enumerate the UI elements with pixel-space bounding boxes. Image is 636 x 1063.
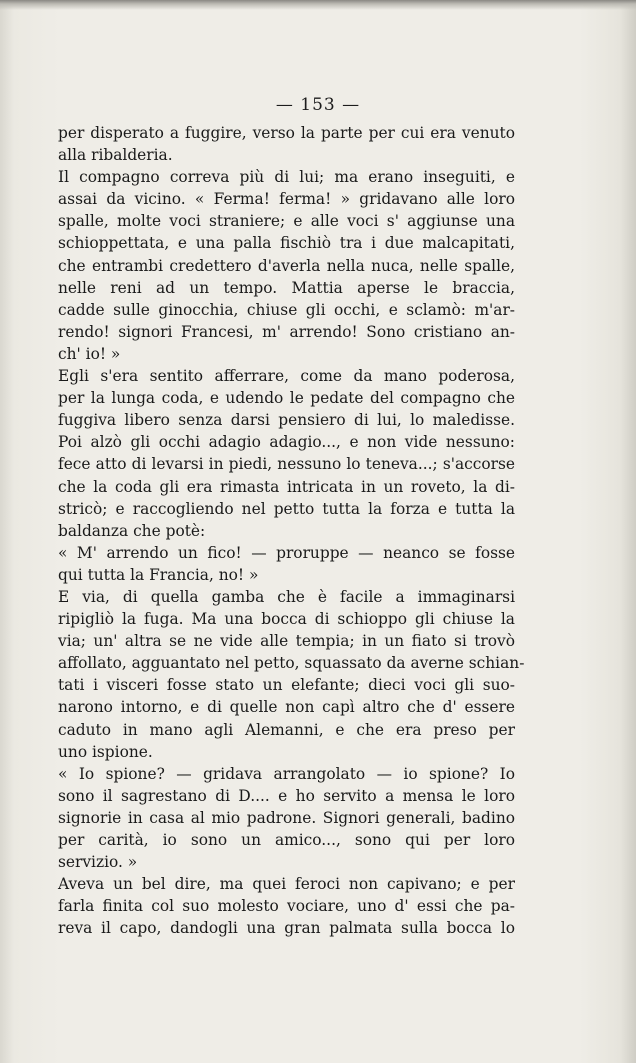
text-line: per disperato a fuggire, verso la parte per cui era venuto (58, 124, 515, 142)
text-line: tati i visceri fosse stato un elefante; dieci voci gli suo- (58, 676, 515, 695)
text-line: che entrambi credettero d'averla nella nuca, nelle spalle, (58, 256, 515, 275)
text-line: farla finita col suo molesto vociare, uno d' essi che pa- (58, 897, 515, 916)
text-line: E via, di quella gamba che è facile a immaginarsi (58, 587, 515, 606)
text-line: per la lunga coda, e udendo le pedate del compagno che (58, 389, 515, 408)
text-line: Egli s'era sentito afferrare, come da mano poderosa, (58, 367, 515, 386)
text-line: schioppettata, e una palla fischiò tra i due malcapitati, (58, 234, 515, 253)
body-text (58, 122, 525, 939)
text-line: baldanza che potè: (58, 521, 206, 540)
text-line: sono il sagrestano di D.... e ho servito a mensa le loro (58, 786, 515, 805)
text-line: cadde sulle ginocchia, chiuse gli occhi, e sclamò: m'ar- (58, 300, 515, 319)
text-line: stricò; e raccogliendo nel petto tutta la forza e tutta la (58, 499, 515, 518)
text-line: « M' arrendo un fico! — proruppe — neanco se fosse (58, 543, 515, 562)
text-line: reva il capo, dandogli una gran palmata sulla bocca lo (58, 919, 515, 938)
text-line: alla ribalderia. (58, 146, 173, 165)
text-line: caduto in mano agli Alemanni, e che era preso per (58, 720, 515, 739)
text-line: ripigliò la fuga. Ma una bocca di schioppo gli chiuse la (58, 610, 515, 629)
text-line: signorie in casa al mio padrone. Signori generali, badino (58, 808, 515, 827)
text-line: narono intorno, e di quelle non capì altro che d' essere (58, 698, 515, 717)
page-number: — 153 — (275, 95, 361, 115)
text-line: fuggiva libero senza darsi pensiero di lui, lo maledisse. (58, 411, 515, 430)
text-line: qui tutta la Francia, no! » (58, 565, 259, 584)
text-line: assai da vicino. « Ferma! ferma! » gridavano alle loro (58, 190, 515, 209)
page-top-edge (0, 0, 636, 10)
text-line: via; un' altra se ne vide alle tempia; in un fiato si trovò (58, 632, 515, 651)
text-line: Poi alzò gli occhi adagio adagio..., e non vide nessuno: (58, 433, 515, 452)
text-line: Aveva un bel dire, ma quei feroci non capivano; e per (58, 875, 515, 894)
text-line: affollato, agguantato nel petto, squassato da averne schian- (58, 654, 525, 673)
text-line: Il compagno correva più di lui; ma erano inseguiti, e (58, 168, 515, 187)
text-line: spalle, molte voci straniere; e alle voci s' aggiunse una (58, 212, 515, 231)
text-line: nelle reni ad un tempo. Mattia aperse le braccia, (58, 278, 515, 297)
text-line: servizio. » (58, 853, 138, 872)
text-line: fece atto di levarsi in piedi, nessuno lo teneva...; s'accorse (58, 455, 515, 474)
text-line: per carità, io sono un amico..., sono qui per loro (58, 831, 515, 849)
text-line: rendo! signori Francesi, m' arrendo! Sono cristiano an- (58, 322, 515, 341)
text-line: uno ispione. (58, 742, 153, 761)
text-line: che la coda gli era rimasta intricata in un roveto, la di- (58, 477, 515, 496)
text-line: ch' io! » (58, 344, 121, 363)
text-line: « Io spione? — gridava arrangolato — io spione? Io (58, 764, 515, 783)
